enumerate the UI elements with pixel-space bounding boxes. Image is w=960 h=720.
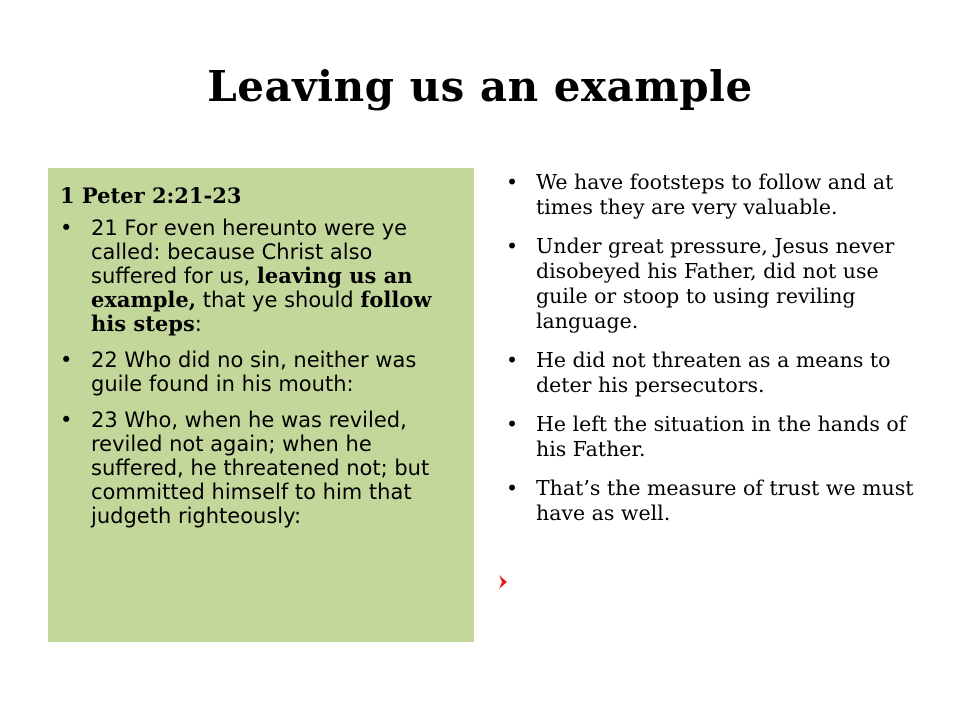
bullet-icon: •: [506, 412, 519, 436]
verse-text: 22 Who did no sin, neither was guile found in his mouth:: [91, 348, 417, 396]
commentary-text: Under great pressure, Jesus never disobeyed his Father, did not use guile or stoop to using reviling language.: [536, 234, 895, 333]
verse-segment: :: [194, 312, 202, 336]
bullet-icon: •: [506, 170, 519, 194]
slide-title: Leaving us an example: [207, 62, 753, 111]
bullet-icon: •: [506, 348, 519, 372]
verse-list: [60, 216, 460, 528]
verse-emphasis: follow his steps: [91, 287, 432, 336]
commentary-item: [506, 476, 930, 526]
commentary-text: That’s the measure of trust we must have as well.: [536, 476, 914, 525]
verse-segment: that ye should: [196, 288, 361, 312]
scripture-panel: [48, 168, 474, 642]
scripture-reference: 1 Peter 2:21-23: [60, 183, 242, 208]
bullet-icon: •: [506, 234, 519, 258]
commentary-text: We have footsteps to follow and at times they are very valuable.: [536, 170, 894, 219]
commentary-item: [506, 234, 930, 334]
verse-segment: 21 For even hereunto were ye called: because Christ also suffered for us,: [91, 216, 408, 288]
bullet-icon: •: [60, 216, 73, 240]
commentary-list: [506, 170, 930, 526]
verse-item: [60, 348, 460, 396]
bullet-icon: •: [60, 408, 73, 432]
verse-text: 23 Who, when he was reviled, reviled not again; when he suffered, he threatened not; but committed himself to him that judgeth righteously:: [91, 408, 430, 528]
verse-text: [91, 216, 431, 336]
verse-item: [60, 216, 460, 336]
commentary-text: He left the situation in the hands of his Father.: [536, 412, 907, 461]
verse-item: [60, 408, 460, 528]
commentary-item: [506, 348, 930, 398]
commentary-panel: [506, 170, 930, 540]
commentary-item: [506, 412, 930, 462]
bullet-icon: •: [60, 348, 73, 372]
bullet-icon: •: [506, 476, 519, 500]
arrow-marker-shape: [499, 575, 507, 589]
red-arrow-bullet-icon: [498, 574, 508, 590]
commentary-text: He did not threaten as a means to deter his persecutors.: [536, 348, 891, 397]
commentary-item: [506, 170, 930, 220]
verse-emphasis: leaving us an example,: [91, 263, 413, 312]
